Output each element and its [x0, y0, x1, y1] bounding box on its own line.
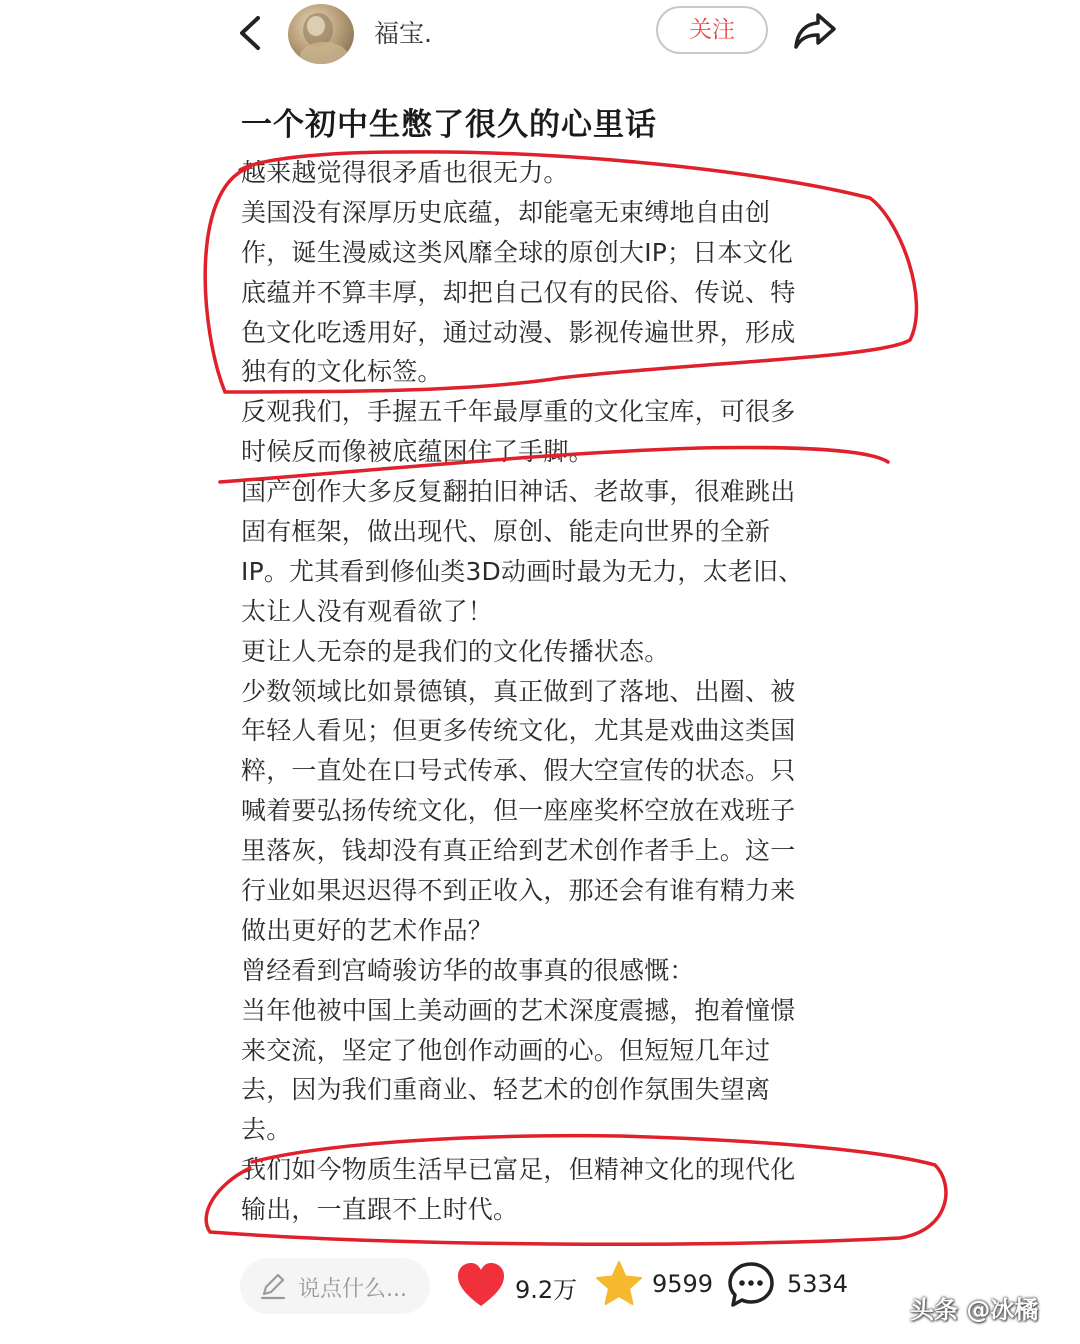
article-line: 年轻人看见；但更多传统文化，尤其是戏曲这类国 — [241, 716, 796, 746]
article-line: 我们如今物质生活早已富足，但精神文化的现代化 — [241, 1155, 796, 1185]
heart-icon[interactable] — [456, 1262, 506, 1308]
article-line: 输出，一直跟不上时代。 — [241, 1195, 519, 1225]
article-line: 太让人没有观看欲了！ — [241, 596, 494, 626]
article-line: 越来越觉得很矛盾也很无力。 — [241, 158, 569, 187]
article-line: 反观我们，手握五千年最厚重的文化宝库，可很多 — [241, 397, 796, 427]
article-line: 独有的文化标签。 — [241, 357, 443, 387]
avatar[interactable] — [288, 4, 354, 64]
follow-button[interactable]: 关注 — [656, 6, 768, 54]
article-line: 固有框架，做出现代、原创、能走向世界的全新 — [241, 517, 771, 547]
article-line: 来交流，坚定了他创作动画的心。但短短几年过 — [241, 1035, 771, 1065]
article-line: 曾经看到宫崎骏访华的故事真的很感慨： — [241, 955, 695, 985]
comment-placeholder: 说点什么... — [298, 1277, 407, 1302]
article-line: 美国没有深厚历史底蕴，却能毫无束缚地自由创 — [241, 197, 771, 227]
share-arrow-icon[interactable] — [792, 10, 838, 52]
article-line: 底蕴并不算丰厚，却把自己仅有的民俗、传说、特 — [241, 277, 796, 307]
username[interactable]: 福宝. — [374, 19, 432, 48]
article-line: 行业如果迟迟得不到正收入，那还会有谁有精力来 — [241, 876, 796, 906]
article-line: 时候反而像被底蕴困住了手脚。 — [241, 437, 594, 467]
article-line: 作，诞生漫威这类风靡全球的原创大IP；日本文化 — [241, 237, 794, 267]
article-line: 去。 — [241, 1115, 292, 1145]
article-line: 去，因为我们重商业、轻艺术的创作氛围失望离 — [241, 1075, 771, 1105]
comment-input[interactable] — [240, 1258, 430, 1314]
chevron-left-icon[interactable] — [232, 12, 268, 54]
article-line: 国产创作大多反复翻拍旧神话、老故事，很难跳出 — [241, 477, 796, 507]
article-line: 里落灰，钱却没有真正给到艺术创作者手上。这一 — [241, 836, 796, 866]
article-line: 喊着要弘扬传统文化，但一座座奖杯空放在戏班子 — [241, 796, 796, 826]
article-body — [241, 153, 841, 1230]
article-title: 一个初中生憋了很久的心里话 — [241, 107, 657, 143]
article-line: 色文化吃透用好，通过动漫、影视传遍世界，形成 — [241, 317, 796, 347]
article-line: 当年他被中国上美动画的艺术深度震撼，抱着憧憬 — [241, 995, 796, 1025]
pencil-icon — [260, 1272, 286, 1300]
top-bar — [0, 0, 1080, 80]
article-line: 少数领域比如景德镇，真正做到了落地、出圈、被 — [241, 676, 796, 706]
comment-bubble-icon[interactable] — [726, 1260, 776, 1310]
watermark: 头条 @冰橘 — [910, 1296, 1039, 1324]
article-line: 更让人无奈的是我们的文化传播状态。 — [241, 636, 670, 666]
comment-count: 5334 — [787, 1270, 849, 1298]
like-count: 9.2万 — [515, 1276, 578, 1304]
favorite-count: 9599 — [652, 1270, 714, 1298]
star-icon[interactable] — [594, 1260, 644, 1308]
article-line: 粹，一直处在口号式传承、假大空宣传的状态。只 — [241, 756, 796, 786]
article-line: 做出更好的艺术作品？ — [241, 915, 494, 945]
article-line: IP。尤其看到修仙类3D动画时最为无力，太老旧、 — [241, 556, 804, 586]
